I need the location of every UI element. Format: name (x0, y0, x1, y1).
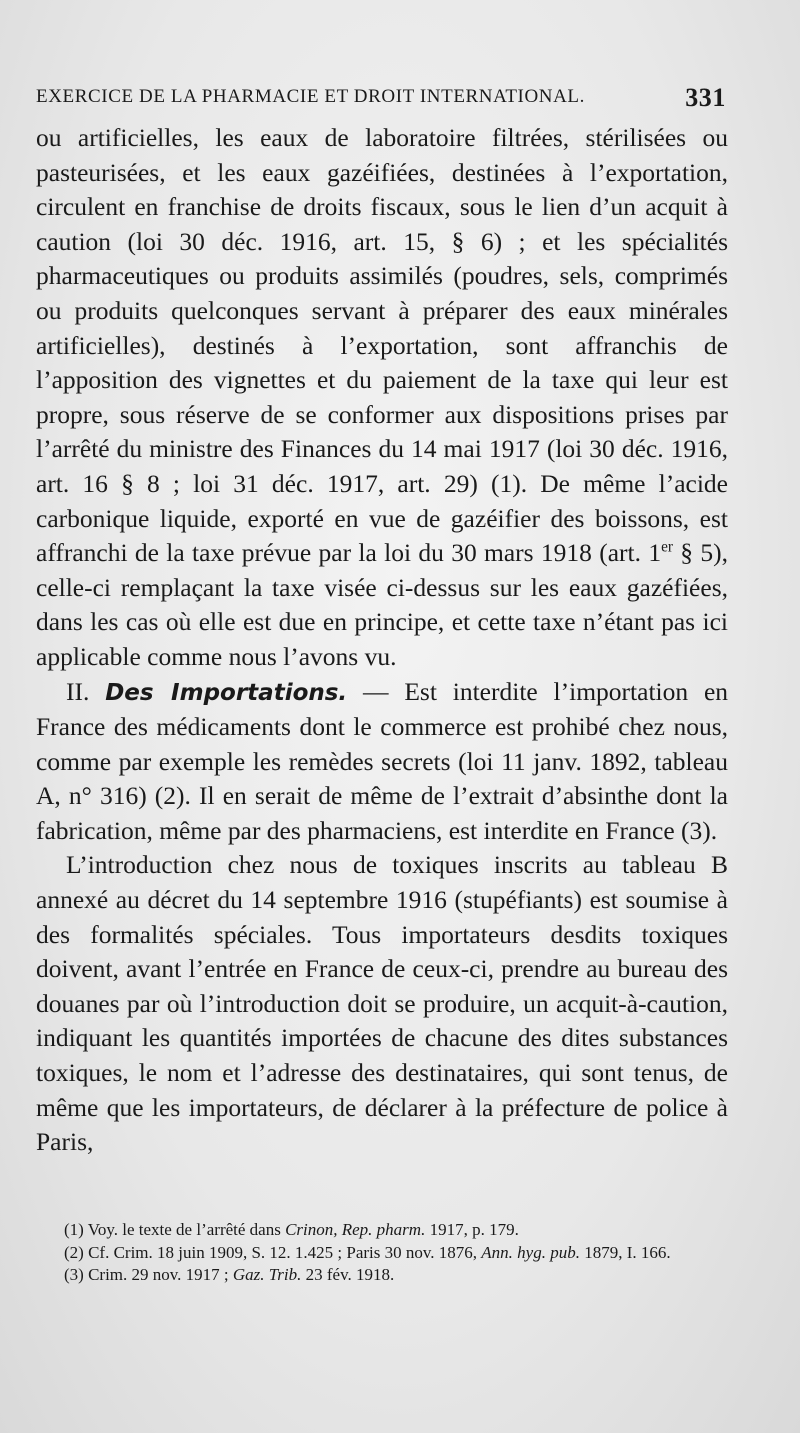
footnote-3-prefix: (3) Crim. 29 nov. 1917 ; (64, 1265, 233, 1284)
footnote-1-prefix: (1) Voy. le texte de l’arrêté dans (64, 1220, 286, 1239)
paragraph-3 (36, 848, 728, 1159)
paragraph-1 (36, 121, 728, 675)
footnotes (36, 1219, 728, 1287)
page-number: 331 (685, 83, 726, 112)
footnote-1-source: Crinon, Rep. pharm. (285, 1220, 426, 1239)
paragraph-2 (36, 675, 728, 849)
footnote-3-suffix: 23 fév. 1918. (301, 1265, 395, 1284)
paragraph-3-text: L’introduction chez nous de toxiques inscrits au tableau B annexé au décret du 14 septembre 1916 (stupéfiants) est soumise à des formalités spéciales. Tous importateurs desdits toxiques doivent, avant l’entrée en France de ceux-ci, prendre au bureau des douanes par où l’introduction doit se produire, un acquit-à-caution, indiquant les quantités importées de chacune des dites substances toxiques, le nom et l’adresse des destinataires, qui sont tenus, de même que les importateurs, de déclarer à la préfecture de police à Paris, (36, 850, 728, 1157)
paragraph-1-text: ou artificielles, les eaux de laboratoire filtrées, stérilisées ou pasteurisées, et les eaux gazéifiées, destinées à l’exportation, circulent en franchise de droits fiscaux, sous le lien d’un acquit à caution (loi 30 déc. 1916, art. 15, § 6) ; et les spécialités pharmaceutiques ou produits assimilés (poudres, sels, comprimés ou produits quelconques servant à préparer des eaux minérales artificielles), destinés à l’exportation, sont affranchis de l’apposition des vignettes et du paiement de la taxe qui leur est propre, sous réserve de se conformer aux dispositions prises par l’arrêté du ministre des Finances du 14 mai 1917 (loi 30 déc. 1916, art. 16 § 8 ; loi 31 déc. 1917, art. 29) (1). De même l’acide carbonique liquide, exporté en vue de gazéifier des boissons, est affranchi de la taxe prévue par la loi du 30 mars 1918 (art. 1 (36, 123, 728, 568)
section-number: II. (66, 676, 90, 706)
footnote-1-suffix: 1917, p. 179. (425, 1220, 519, 1239)
footnote-2 (36, 1242, 728, 1265)
running-head-title: EXERCICE DE LA PHARMACIE ET DROIT INTERNATIONAL. (36, 86, 585, 107)
paragraph-1-end: § 5), celle-ci remplaçant la taxe visée ci-dessus sur les eaux gazéfiées, dans les cas où elle est due en principe, et cette taxe n’étant pas ici applicable comme nous l’avons vu. (36, 538, 728, 671)
footnote-3 (36, 1264, 728, 1287)
paragraph-2-text: — Est interdite l’importation en France des médicaments dont le commerce est prohibé chez nous, comme par exemple les remèdes secrets (loi 11 janv. 1892, tableau A, n° 316) (2). Il en serait de même de l’extrait d’absinthe dont la fabrication, même par des pharmaciens, est interdite en France (3). (36, 676, 729, 845)
footnote-3-source: Gaz. Trib. (232, 1265, 302, 1284)
superscript-er: er (661, 538, 673, 556)
footnote-2-source: Ann. hyg. pub. (481, 1242, 580, 1262)
footnote-2-prefix: (2) Cf. Crim. 18 juin 1909, S. 12. 1.425 ; Paris 30 nov. 1876, (64, 1242, 482, 1262)
section-title: Des Importations. (105, 679, 348, 706)
main-text (36, 121, 728, 1160)
running-head (36, 83, 726, 112)
footnote-2-suffix: 1879, I. 166. (579, 1242, 671, 1262)
footnote-1 (36, 1219, 728, 1242)
